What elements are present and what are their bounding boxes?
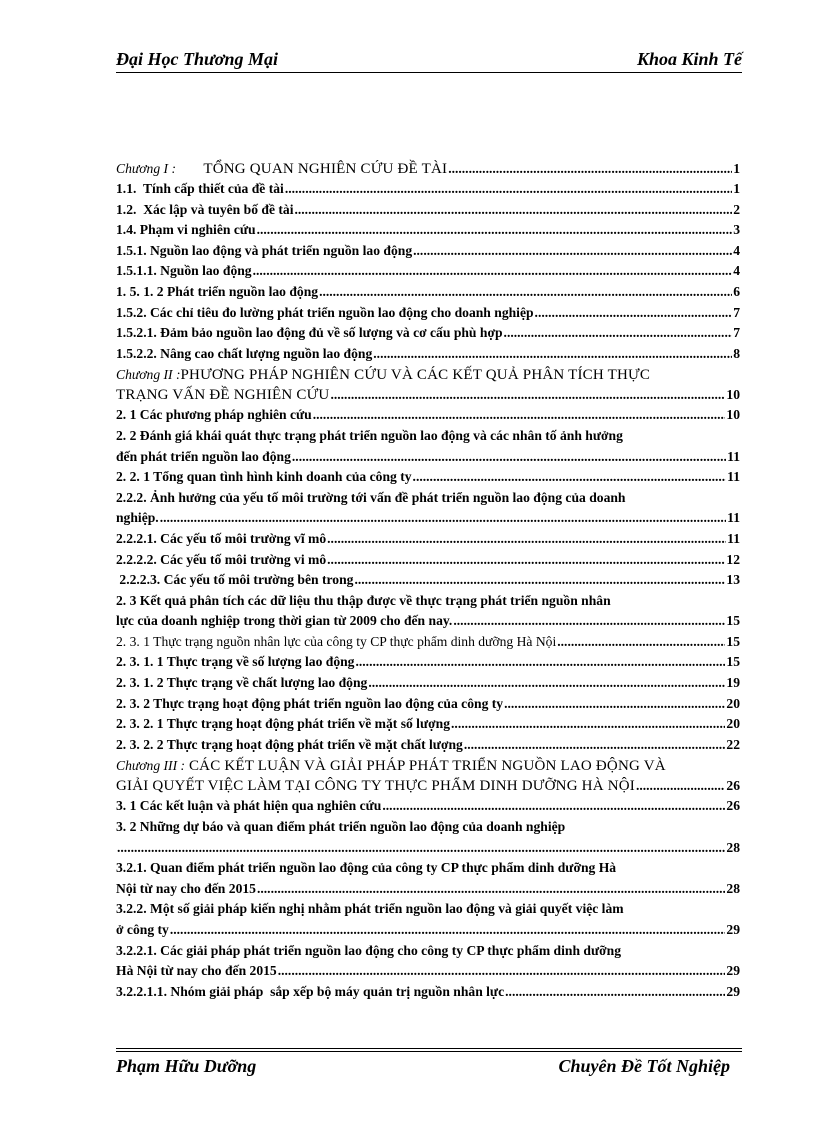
leader-dots	[355, 652, 725, 673]
toc-entry[interactable]	[116, 323, 740, 344]
toc-entry[interactable]	[116, 673, 740, 694]
chapter-prefix: Chương II :	[116, 367, 181, 383]
toc-entry-line: 2.2.2. Ảnh hưởng của yếu tố môi trường tới vấn đề phát triển nguồn lao động của doanh	[116, 489, 626, 505]
toc-entry-label: 2. 1 Các phương pháp nghiên cứu	[116, 407, 312, 423]
toc-entry-label: 1.1. Tính cấp thiết của đề tài	[116, 181, 284, 196]
leader-dots	[448, 159, 732, 178]
toc-entry-line: 2. 3 Kết quả phân tích các dữ liệu thu thập được về thực trạng phát triển nguồn nhân	[116, 592, 611, 608]
toc-page-number: 26	[726, 798, 740, 814]
toc-entry-label: 1. 5. 1. 2 Phát triển nguồn lao động	[116, 283, 319, 299]
toc-entry-label: 2. 3. 1. 2 Thực trạng về chất lượng lao động	[116, 675, 368, 691]
toc-entry[interactable]	[116, 344, 740, 365]
leader-dots	[413, 241, 732, 262]
leader-dots	[294, 200, 732, 221]
leader-dots	[313, 405, 726, 426]
toc-entry[interactable]	[116, 591, 740, 632]
leader-dots	[257, 220, 733, 241]
header-faculty: Khoa Kinh Tế	[636, 49, 742, 69]
toc-entry-line: 3.2.2.1. Các giải pháp phát triển nguồn lao động cho công ty CP thực phẩm dinh dưỡng	[116, 942, 622, 958]
leader-dots	[504, 323, 733, 344]
toc-entry[interactable]	[116, 694, 740, 715]
toc-entry-label: TRẠNG VẤN ĐỀ NGHIÊN CỨU	[116, 387, 330, 404]
chapter-prefix: Chương I :	[116, 161, 176, 176]
leader-dots	[373, 344, 732, 365]
toc-entry[interactable]	[116, 261, 740, 282]
toc-entry-label: 1.5.2.1. Đảm bảo nguồn lao động đủ về số lượng và cơ cấu phù hợp	[116, 325, 503, 341]
leader-dots	[327, 529, 726, 550]
toc-entry-label: 1.5.2. Các chỉ tiêu đo lường phát triển nguồn lao động cho doanh nghiệp	[116, 304, 534, 320]
toc-entry-label: nghiệp.	[116, 510, 159, 526]
toc-entry-label: 2. 3. 2. 1 Thực trạng hoạt động phát triển về mặt số lượng	[116, 716, 451, 732]
toc-entry-label: 2. 3. 2. 2 Thực trạng hoạt động phát triển về mặt chất lượng	[116, 736, 463, 752]
toc-entry-line: 3.2.2. Một số giải pháp kiến nghị nhằm phát triển nguồn lao động và giải quyết việc làm	[116, 901, 624, 917]
toc-page-number: 28	[726, 839, 740, 855]
toc-page-number: 20	[726, 716, 740, 732]
toc-entry[interactable]	[116, 282, 740, 303]
toc-page-number: 4	[733, 263, 740, 279]
toc-entry-label: 1.5.1. Nguồn lao động và phát triển nguồn lao động	[116, 242, 413, 258]
toc-entry-label: 1.4. Phạm vi nghiên cứu	[116, 222, 256, 238]
leader-dots	[368, 673, 725, 694]
toc-entry[interactable]	[116, 179, 740, 200]
leader-dots	[504, 694, 725, 715]
toc-entry-label: TỔNG QUAN NGHIÊN CỨU ĐỀ TÀI	[175, 161, 448, 177]
toc-entry-label: lực của doanh nghiệp trong thời gian từ 2009 cho đến nay.	[116, 613, 453, 629]
toc-page-number: 11	[727, 448, 740, 464]
toc-entry-label: 2. 3. 1. 1 Thực trạng về số lượng lao động	[116, 654, 355, 670]
toc-entry-line: 2. 2 Đánh giá khái quát thực trạng phát triển nguồn lao động và các nhân tố ảnh hưởng	[116, 427, 623, 443]
toc-entry-label: 2.2.2.3. Các yếu tố môi trường bên trong	[116, 572, 354, 588]
toc-page-number: 29	[726, 963, 740, 979]
toc-entry-label: 2.2.2.1. Các yếu tố môi trường vĩ mô	[116, 530, 327, 546]
leader-dots	[319, 282, 732, 303]
toc-entry-label: ở công ty	[116, 922, 169, 937]
leader-dots	[557, 632, 725, 653]
leader-dots	[117, 838, 725, 859]
leader-dots	[160, 508, 726, 529]
toc-entry-label: đến phát triển nguồn lao động	[116, 448, 291, 464]
toc-page-number: 11	[727, 530, 740, 546]
toc-entry[interactable]	[116, 941, 740, 982]
toc-entry[interactable]	[116, 488, 740, 529]
toc-entry[interactable]	[116, 303, 740, 324]
leader-dots	[453, 611, 725, 632]
leader-dots	[285, 179, 732, 200]
toc-entry-chapter-2[interactable]	[116, 365, 740, 405]
toc-entry[interactable]	[116, 550, 740, 571]
toc-entry[interactable]	[116, 796, 740, 817]
toc-entry-label: 1.5.2.2. Nâng cao chất lượng nguồn lao động	[116, 345, 373, 361]
leader-dots	[382, 796, 725, 817]
toc-page-number: 11	[727, 510, 740, 526]
leader-dots	[354, 570, 725, 591]
toc-entry[interactable]	[116, 529, 740, 550]
leader-dots	[330, 385, 725, 404]
toc-entry-label: 2. 3. 1 Thực trạng nguồn nhân lực của công ty CP thực phẩm dinh dưỡng Hà Nội	[116, 633, 557, 649]
toc-page-number: 22	[726, 736, 740, 752]
toc-page-number: 1	[733, 161, 740, 176]
toc-page-number: 29	[726, 922, 740, 937]
toc-entry[interactable]	[116, 632, 740, 653]
toc-entry-chapter-3[interactable]	[116, 756, 740, 796]
page-footer	[116, 1048, 742, 1076]
toc-entry-line: 3.2.1. Quan điểm phát triển nguồn lao động của công ty CP thực phẩm dinh dưỡng Hà	[116, 860, 617, 876]
toc-entry-line: 3. 2 Những dự báo và quan điểm phát triển nguồn lao động của doanh nghiệp	[116, 819, 566, 835]
leader-dots	[413, 467, 727, 488]
leader-dots	[327, 550, 725, 571]
toc-page-number: 3	[733, 222, 740, 238]
toc-page-number: 12	[726, 551, 740, 567]
toc-entry[interactable]	[116, 652, 740, 673]
toc-entry[interactable]	[116, 405, 740, 426]
footer-author: Phạm Hữu Dưỡng	[116, 1056, 257, 1076]
toc-page-number: 15	[726, 633, 740, 649]
toc-entry[interactable]	[116, 858, 740, 899]
chapter-prefix: Chương III :	[116, 758, 186, 774]
toc-page-number: 4	[733, 242, 740, 258]
toc-entry[interactable]	[116, 241, 740, 262]
toc-entry-chapter-1[interactable]	[116, 159, 740, 179]
toc-page-number: 15	[726, 613, 740, 629]
leader-dots	[464, 735, 726, 756]
toc-entry-label: Hà Nội từ nay cho đến 2015	[116, 963, 277, 979]
toc-page-number: 15	[726, 654, 740, 670]
toc-entry-line: PHƯƠNG PHÁP NGHIÊN CỨU VÀ CÁC KẾT QUẢ PHÂN TÍCH THỰC	[180, 367, 651, 384]
leader-dots	[535, 303, 733, 324]
toc-entry[interactable]	[116, 714, 740, 735]
toc-entry-label: 2. 2. 1 Tổng quan tình hình kinh doanh của công ty	[116, 469, 412, 485]
toc-entry[interactable]	[116, 220, 740, 241]
leader-dots	[292, 447, 726, 468]
toc-page-number: 20	[726, 695, 740, 711]
toc-entry[interactable]	[116, 817, 740, 858]
toc-page-number: 8	[733, 345, 740, 361]
toc-page-number: 28	[726, 880, 740, 896]
toc-page-number: 7	[733, 325, 740, 341]
toc-page-number: 11	[727, 469, 740, 485]
toc-entry[interactable]	[116, 426, 740, 467]
toc-entry-line: CÁC KẾT LUẬN VÀ GIẢI PHÁP PHÁT TRIỂN NGUỒN LAO ĐỘNG VÀ	[185, 758, 666, 775]
leader-dots	[505, 982, 725, 1003]
leader-dots	[636, 776, 725, 795]
footer-document-type: Chuyên Đề Tốt Nghiệp	[558, 1056, 730, 1076]
toc-entry[interactable]	[116, 899, 740, 940]
leader-dots	[253, 261, 733, 282]
page-header	[116, 48, 742, 73]
footer-rule	[116, 1048, 742, 1049]
toc-page-number: 10	[726, 387, 740, 403]
leader-dots	[278, 961, 726, 982]
footer-rule-double	[116, 1051, 742, 1052]
toc-entry[interactable]	[116, 982, 740, 1003]
toc-page-number: 2	[733, 201, 740, 217]
leader-dots	[257, 879, 725, 900]
toc-page-number: 10	[726, 407, 740, 423]
toc-page-number: 7	[733, 304, 740, 320]
toc-entry[interactable]	[116, 467, 740, 488]
toc-entry[interactable]	[116, 200, 740, 221]
leader-dots	[170, 920, 726, 941]
toc-entry-label: 3. 1 Các kết luận và phát hiện qua nghiên cứu	[116, 798, 382, 814]
toc-page-number: 1	[733, 181, 740, 196]
toc-entry-label: 1.5.1.1. Nguồn lao động	[116, 263, 252, 279]
toc-page-number: 6	[733, 283, 740, 299]
toc-page-number: 29	[726, 983, 740, 999]
toc-entry-label: 1.2. Xác lập và tuyên bố đề tài	[116, 201, 294, 217]
toc-entry[interactable]	[116, 735, 740, 756]
toc-page-number: 19	[726, 675, 740, 691]
toc-entry-label: 3.2.2.1.1. Nhóm giải pháp sắp xếp bộ máy quản trị nguồn nhân lực	[116, 983, 505, 999]
toc-entry-label: 2. 3. 2 Thực trạng hoạt động phát triển nguồn lao động của công ty	[116, 695, 504, 711]
toc-entry-label: GIẢI QUYẾT VIỆC LÀM TẠI CÔNG TY THỰC PHẨM DINH DƯỠNG HÀ NỘI	[116, 778, 635, 795]
header-university: Đại Học Thương Mại	[116, 49, 278, 69]
toc-entry-label: Nội từ nay cho đến 2015	[116, 880, 256, 896]
toc-entry-label: 2.2.2.2. Các yếu tố môi trường vi mô	[116, 551, 327, 567]
toc-page-number: 26	[726, 778, 740, 794]
table-of-contents	[116, 158, 740, 1002]
toc-entry[interactable]	[116, 570, 740, 591]
toc-page-number: 13	[726, 572, 740, 588]
leader-dots	[451, 714, 725, 735]
